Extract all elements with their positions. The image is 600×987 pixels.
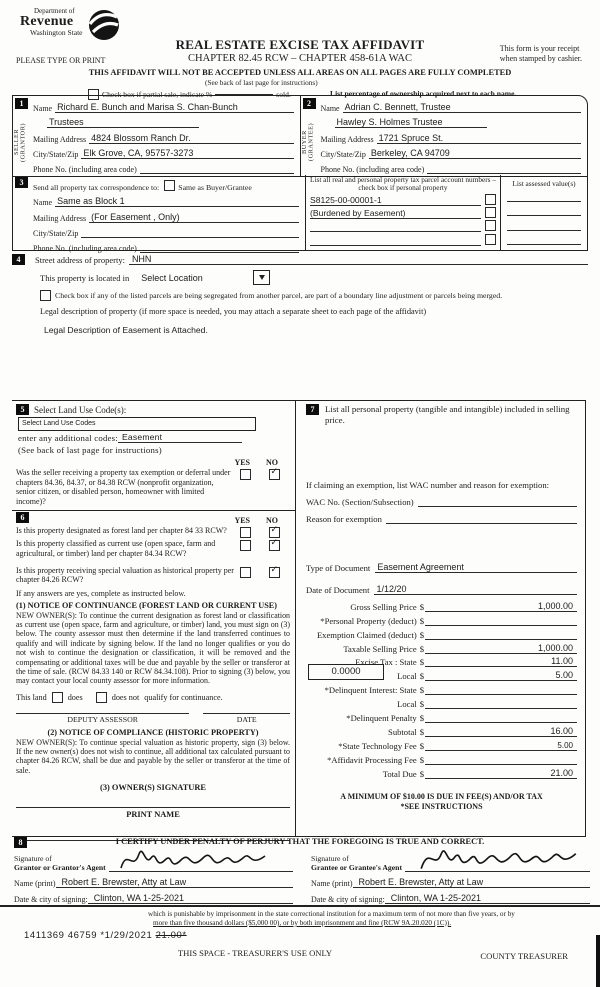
section-3-box	[12, 175, 588, 251]
section-1-badge: 1	[15, 98, 28, 109]
reason-value[interactable]	[386, 523, 577, 524]
q3-no-checkbox[interactable]	[269, 567, 280, 578]
grantee-date-city-value[interactable]: Clinton, WA 1-25-2021	[385, 893, 590, 904]
doc-date-label: Date of Document	[306, 584, 370, 595]
grantor-date-city-value[interactable]: Clinton, WA 1-25-2021	[88, 893, 293, 904]
land-use-title: Select Land Use Code(s):	[34, 404, 127, 415]
buyer-name-label: Name	[320, 104, 340, 114]
grantor-name-value[interactable]: Robert E. Brewster, Atty at Law	[56, 877, 293, 888]
dollar-sign: $	[419, 754, 424, 765]
grantee-signature-block	[311, 848, 590, 904]
location-dropdown-button[interactable]	[253, 270, 270, 285]
section-5-badge: 5	[16, 404, 29, 415]
personal-property-deduct-label: *Personal Property (deduct)	[320, 615, 417, 626]
this-land-label: This land	[16, 692, 47, 702]
corr-mailing-label: Mailing Address	[33, 213, 87, 223]
section-2-badge: 2	[303, 98, 316, 109]
corr-city-value[interactable]	[81, 237, 299, 238]
local-rate-box: 0.0000	[308, 664, 384, 680]
lower-columns	[12, 400, 586, 837]
personal-property-title: List all personal property (tangible and intangible) included in selling price.	[325, 404, 570, 425]
street-address-label: Street address of property:	[35, 255, 125, 265]
parcel-personal-checkbox[interactable]	[485, 194, 496, 205]
dollar-sign: $	[419, 601, 424, 612]
excise-tax-local-value[interactable]: 5.00	[425, 670, 577, 681]
q1-yes-checkbox[interactable]	[240, 527, 251, 538]
stamp-numbers: 1411369 46759 *1/29/2021	[24, 930, 153, 941]
delinquent-penalty-label: *Delinquent Penalty	[346, 712, 417, 723]
taxable-selling-price-label: Taxable Selling Price	[343, 643, 417, 654]
dollar-sign: $	[419, 657, 424, 668]
see-instructions-note: *SEE INSTRUCTIONS	[400, 801, 483, 811]
revenue-label: Revenue	[20, 14, 74, 29]
grantee-name-print-label: Name (print)	[311, 879, 353, 888]
q1-no-checkbox[interactable]	[269, 527, 280, 538]
owners-signature-label: (3) OWNER(S) SIGNATURE	[100, 783, 206, 793]
seller-city-label: City/State/Zip	[33, 149, 79, 159]
parcel-personal-checkbox[interactable]	[485, 234, 496, 245]
grantee-signature-field[interactable]	[405, 859, 590, 872]
seller-mailing-value[interactable]: 4824 Blossom Ranch Dr.	[89, 133, 293, 144]
print-name-label: PRINT NAME	[126, 810, 180, 820]
state-technology-fee-value[interactable]: 5.00	[425, 741, 577, 751]
penalty-line-2: more than five thousand dollars ($5,000 00), or by both imprisonment and fine (RCW 9A.20.020 (1C)).	[153, 919, 452, 927]
s5-yes-checkbox[interactable]	[240, 469, 251, 480]
dollar-sign: $	[419, 726, 424, 737]
type-or-print-label: PLEASE TYPE OR PRINT	[16, 56, 106, 65]
corr-city-label: City/State/Zip	[33, 228, 79, 238]
grantee-date-city-label: Date & city of signing:	[311, 895, 385, 904]
treasurer-space-label: THIS SPACE - TREASURER'S USE ONLY	[177, 948, 333, 958]
section-3-badge: 3	[15, 177, 28, 188]
subtotal-label: Subtotal	[388, 726, 417, 737]
reason-label: Reason for exemption	[306, 513, 382, 524]
location-dropdown[interactable]	[137, 270, 270, 285]
section-7-badge: 7	[306, 404, 319, 415]
legal-description-label: Legal description of property (if more space is needed, you may attach a separate sheet to each page of the affidavit)	[40, 307, 427, 316]
corr-phone-value[interactable]	[140, 252, 299, 253]
notice-compliance-title: (2) NOTICE OF COMPLIANCE (HISTORIC PROPERTY)	[47, 727, 259, 737]
taxable-selling-price-value[interactable]: 1,000.00	[425, 643, 577, 654]
land-does-not-checkbox[interactable]	[96, 692, 107, 703]
location-dropdown-value: Select Location	[141, 272, 203, 283]
buyer-section	[301, 96, 588, 176]
form-title: REAL ESTATE EXCISE TAX AFFIDAVIT	[175, 37, 425, 52]
seller-phone-label: Phone No. (including area code)	[33, 164, 137, 174]
seller-buyer-box	[12, 95, 588, 177]
seller-side-label: SELLER (GRANTOR)	[13, 122, 27, 162]
send-correspondence-label: Send all property tax correspondence to:	[33, 183, 160, 193]
land-use-column	[12, 401, 296, 836]
no-header: NO	[266, 458, 278, 467]
excise-tax-local-label: Local	[397, 671, 417, 682]
dept-of-label: Department of	[34, 7, 75, 15]
corr-phone-label: Phone No. (including area code)	[33, 243, 137, 253]
total-due-value[interactable]: 21.00	[425, 768, 577, 779]
chevron-down-icon	[259, 275, 265, 280]
tax-column	[296, 401, 586, 836]
dollar-sign: $	[419, 615, 424, 626]
yes-header: YES	[234, 458, 250, 467]
parcel-personal-checkbox[interactable]	[485, 220, 496, 231]
historical-question: Is this property receiving special valuation as historical property per chapter 84.26 RCW?	[16, 565, 234, 585]
land-use-dropdown[interactable]: Select Land Use Codes	[18, 417, 256, 431]
yes-header-2: YES	[234, 516, 250, 526]
exemption-claimed-label: Exemption Claimed (deduct)	[316, 629, 417, 640]
q2-yes-checkbox[interactable]	[240, 540, 251, 551]
forest-land-question: Is this property designated as forest land per chapter 84 33 RCW?	[16, 526, 227, 536]
minimum-due-note: A MINIMUM OF $10.00 IS DUE IN FEE(S) AND/OR TAX	[340, 791, 543, 801]
dollar-sign: $	[419, 740, 424, 751]
owner-signature-field[interactable]	[16, 794, 290, 808]
street-address-value[interactable]: NHN	[129, 254, 588, 265]
county-treasurer-label: COUNTY TREASURER	[480, 951, 568, 961]
buyer-name2-value[interactable]: Hawley S. Holmes Trustee	[335, 117, 487, 128]
buyer-mailing-label: Mailing Address	[320, 134, 374, 144]
ownership-note: List percentage of ownership acquired next to each name.	[330, 89, 517, 98]
assessed-header: List assessed value(s)	[512, 179, 576, 188]
see-back-note-2: (See back of last page for instructions)	[18, 445, 162, 455]
section-6-badge: 6	[16, 512, 29, 523]
parcel-row-value[interactable]	[310, 231, 481, 232]
seller-city-value[interactable]: Elk Grove, CA, 95757-3273	[81, 148, 293, 159]
current-use-question: Is this property classified as current use (open space, farm and agricultural, or timber) land per chapter 84.34 RCW?	[16, 539, 216, 558]
segregated-checkbox[interactable]	[40, 290, 51, 301]
excise-tax-state-label: Excise Tax : State	[355, 657, 417, 668]
grantor-agent-label: Grantor or Grantor's Agent	[14, 862, 106, 872]
penalty-line-1: which is punishable by imprisonment in the state correctional institution for a maximum term of not more than five years, or by	[148, 910, 515, 918]
form-footer	[0, 905, 600, 987]
deputy-assessor-line: DEPUTY ASSESSOR	[16, 713, 189, 724]
assessed-value-field[interactable]	[507, 216, 581, 230]
grantor-signature-field[interactable]	[109, 859, 293, 872]
parcel-numbers-column	[306, 175, 501, 250]
stamp-amount: 21.00*	[155, 930, 187, 941]
section-4	[12, 254, 588, 335]
delinquent-interest-local-label: Local	[397, 699, 417, 710]
wac-value[interactable]	[418, 506, 577, 507]
notice-compliance-body: NEW OWNER(S): To continue special valuation as historic property, sign (3) below. If the new owner(s) does not wish to continue, all additional tax calculated pursuant to chapter 84.26 RCW, shall be due and payable by the seller or transferor at the time of sale.	[16, 737, 290, 775]
warning-line: THIS AFFIDAVIT WILL NOT BE ACCEPTED UNLESS ALL AREAS ON ALL PAGES ARE FULLY COMPLETED	[88, 68, 512, 77]
certify-statement: I CERTIFY UNDER PENALTY OF PERJURY THAT THE FOREGOING IS TRUE AND CORRECT.	[115, 837, 485, 846]
seller-section	[13, 96, 301, 176]
buyer-mailing-value[interactable]: 1721 Spruce St.	[377, 133, 581, 144]
receipt-note	[500, 44, 582, 64]
sold-label: sold.	[276, 90, 291, 99]
seller-name-label: Name	[33, 104, 53, 114]
signature-of-label: Signature of	[311, 853, 349, 863]
parcel-row-value[interactable]	[310, 245, 481, 246]
corr-name-value[interactable]: Same as Block 1	[55, 196, 299, 207]
signature-of-label: Signature of	[14, 853, 52, 863]
q3-yes-checkbox[interactable]	[240, 567, 251, 578]
no-header-2: NO	[266, 516, 278, 526]
receipt-note-line2: when stamped by cashier.	[499, 54, 582, 63]
assessed-values-column	[501, 175, 587, 250]
corr-name-label: Name	[33, 198, 53, 208]
exemption-note: If claiming an exemption, list WAC number and reason for exemption:	[306, 479, 550, 490]
excise-tax-state-value[interactable]: 11.00	[425, 656, 577, 667]
buyer-side-label: BUYER (GRANTEE)	[300, 122, 314, 162]
parcel-personal-checkbox[interactable]	[485, 207, 496, 218]
section-6	[12, 510, 295, 841]
section-8-badge: 8	[14, 837, 27, 848]
assessed-value-field[interactable]	[507, 188, 581, 202]
grantor-date-city-label: Date & city of signing:	[14, 895, 88, 904]
dollar-sign: $	[419, 685, 424, 696]
doc-type-value[interactable]: Easement Agreement	[375, 562, 577, 573]
parcel-row-value[interactable]: (Burdened by Easement)	[310, 208, 481, 219]
gross-selling-price-label: Gross Selling Price	[350, 601, 417, 612]
seller-mailing-label: Mailing Address	[33, 134, 87, 144]
tax-computation	[306, 598, 577, 779]
doc-date-value[interactable]: 1/12/20	[374, 584, 577, 595]
seller-name2-value[interactable]: Trustees	[47, 117, 199, 128]
doc-type-label: Type of Document	[306, 562, 371, 573]
dollar-sign: $	[419, 768, 424, 779]
buyer-phone-label: Phone No. (including area code)	[320, 164, 425, 174]
seller-name-value[interactable]: Richard E. Bunch and Marisa S. Chan-Bunch	[55, 102, 293, 113]
buyer-name-value[interactable]: Adrian C. Bennett, Trustee	[343, 102, 581, 113]
exemption-question: Was the seller receiving a property tax exemption or deferral under chapters 84.36, 84.37, or 84.38 RCW (nonprofit organization, senior citizen, or disabled person, homeowner with limited income)?	[16, 468, 231, 506]
s5-no-checkbox[interactable]	[269, 469, 280, 480]
state-technology-fee-label: *State Technology Fee	[338, 740, 417, 751]
wac-label: WAC No. (Section/Subsection)	[306, 496, 414, 507]
land-does-checkbox[interactable]	[52, 692, 63, 703]
assessed-value-field[interactable]	[507, 202, 581, 216]
dollar-sign: $	[419, 671, 424, 682]
same-as-buyer-label: Same as Buyer/Grantee	[178, 183, 252, 193]
washington-state-label: Washington State	[30, 28, 83, 37]
does-not-label: does not	[111, 692, 140, 702]
dollar-sign: $	[419, 643, 424, 654]
same-as-buyer-checkbox[interactable]	[164, 180, 175, 191]
additional-codes-value[interactable]: Easement	[118, 432, 242, 443]
additional-codes-label: enter any additional codes:	[18, 433, 118, 443]
parcel-row-value[interactable]: S8125-00-00001-1	[310, 195, 481, 206]
cashier-stamp	[24, 930, 187, 941]
notice-continuance-title: (1) NOTICE OF CONTINUANCE (FOREST LAND OR CURRENT USE)	[16, 600, 277, 610]
total-due-label: Total Due	[382, 768, 417, 779]
delinquent-interest-state-label: *Delinquent Interest: State	[324, 685, 417, 696]
legal-description-value[interactable]: Legal Description of Easement is Attached.	[44, 325, 208, 335]
segregated-note: Check box if any of the listed parcels are being segregated from another parcel, are part of a boundary line adjustment or parcels being merged.	[55, 291, 503, 300]
parcel-header: List all real and personal property tax parcel account numbers – check box if personal property	[310, 175, 496, 193]
form-subtitle: CHAPTER 82.45 RCW – CHAPTER 458-61A WAC	[188, 53, 412, 64]
if-yes-note: If any answers are yes, complete as instructed below.	[16, 588, 186, 598]
grantor-signature-block	[14, 848, 293, 904]
grantor-name-print-label: Name (print)	[14, 879, 56, 888]
scan-edge-artifact	[596, 935, 600, 987]
located-in-label: This property is located in	[40, 272, 130, 283]
gross-selling-price-value[interactable]: 1,000.00	[425, 601, 577, 612]
grantee-name-value[interactable]: Robert E. Brewster, Atty at Law	[353, 877, 590, 888]
see-back-note: (See back of last page for instructions)	[205, 78, 318, 87]
buyer-city-value[interactable]: Berkeley, CA 94709	[369, 148, 581, 159]
dollar-sign: $	[419, 712, 424, 723]
affidavit-processing-fee-label: *Affidavit Processing Fee	[327, 754, 417, 765]
section-8	[0, 835, 600, 905]
notice-continuance-body: NEW OWNER(S): To continue the current designation as forest land or classification as current use (open space, farm and agriculture, or timber) land, you must sign on (3) below. The county assessor must then determine if the land transferred continues to qualify and will indicate by signing below. If the land no longer qualifies or you do not wish to continue the designation or classification, it will be removed and the compensating or additional taxes will be due and payable by the seller or transferor at the time of sale. (RCW 84.33 140 or RCW 84.34.108). Prior to signing (3) below, you may contact your local county assessor for more information.	[16, 610, 290, 686]
dor-logo-text	[20, 8, 83, 37]
assessed-value-field[interactable]	[507, 231, 581, 245]
parcel-table	[305, 175, 587, 250]
correspondence-section	[13, 175, 305, 253]
section-4-badge: 4	[12, 254, 25, 265]
does-label: does	[67, 692, 83, 702]
partial-sale-label: Check box if partial sale, indicate %	[102, 90, 213, 99]
dollar-sign: $	[419, 699, 424, 710]
buyer-city-label: City/State/Zip	[320, 149, 366, 159]
qualify-label: qualify for continuance.	[144, 692, 223, 702]
seller-phone-value[interactable]	[140, 173, 294, 174]
receipt-note-line1: This form is your receipt	[499, 44, 580, 53]
q2-no-checkbox[interactable]	[269, 540, 280, 551]
form-header	[0, 4, 600, 99]
date-line: DATE	[203, 713, 290, 724]
grantee-agent-label: Grantee or Grantee's Agent	[311, 862, 403, 872]
dollar-sign: $	[419, 629, 424, 640]
buyer-phone-value[interactable]	[427, 173, 581, 174]
subtotal-value[interactable]: 16.00	[425, 726, 577, 737]
corr-mailing-value[interactable]: (For Easement , Only)	[89, 212, 299, 223]
